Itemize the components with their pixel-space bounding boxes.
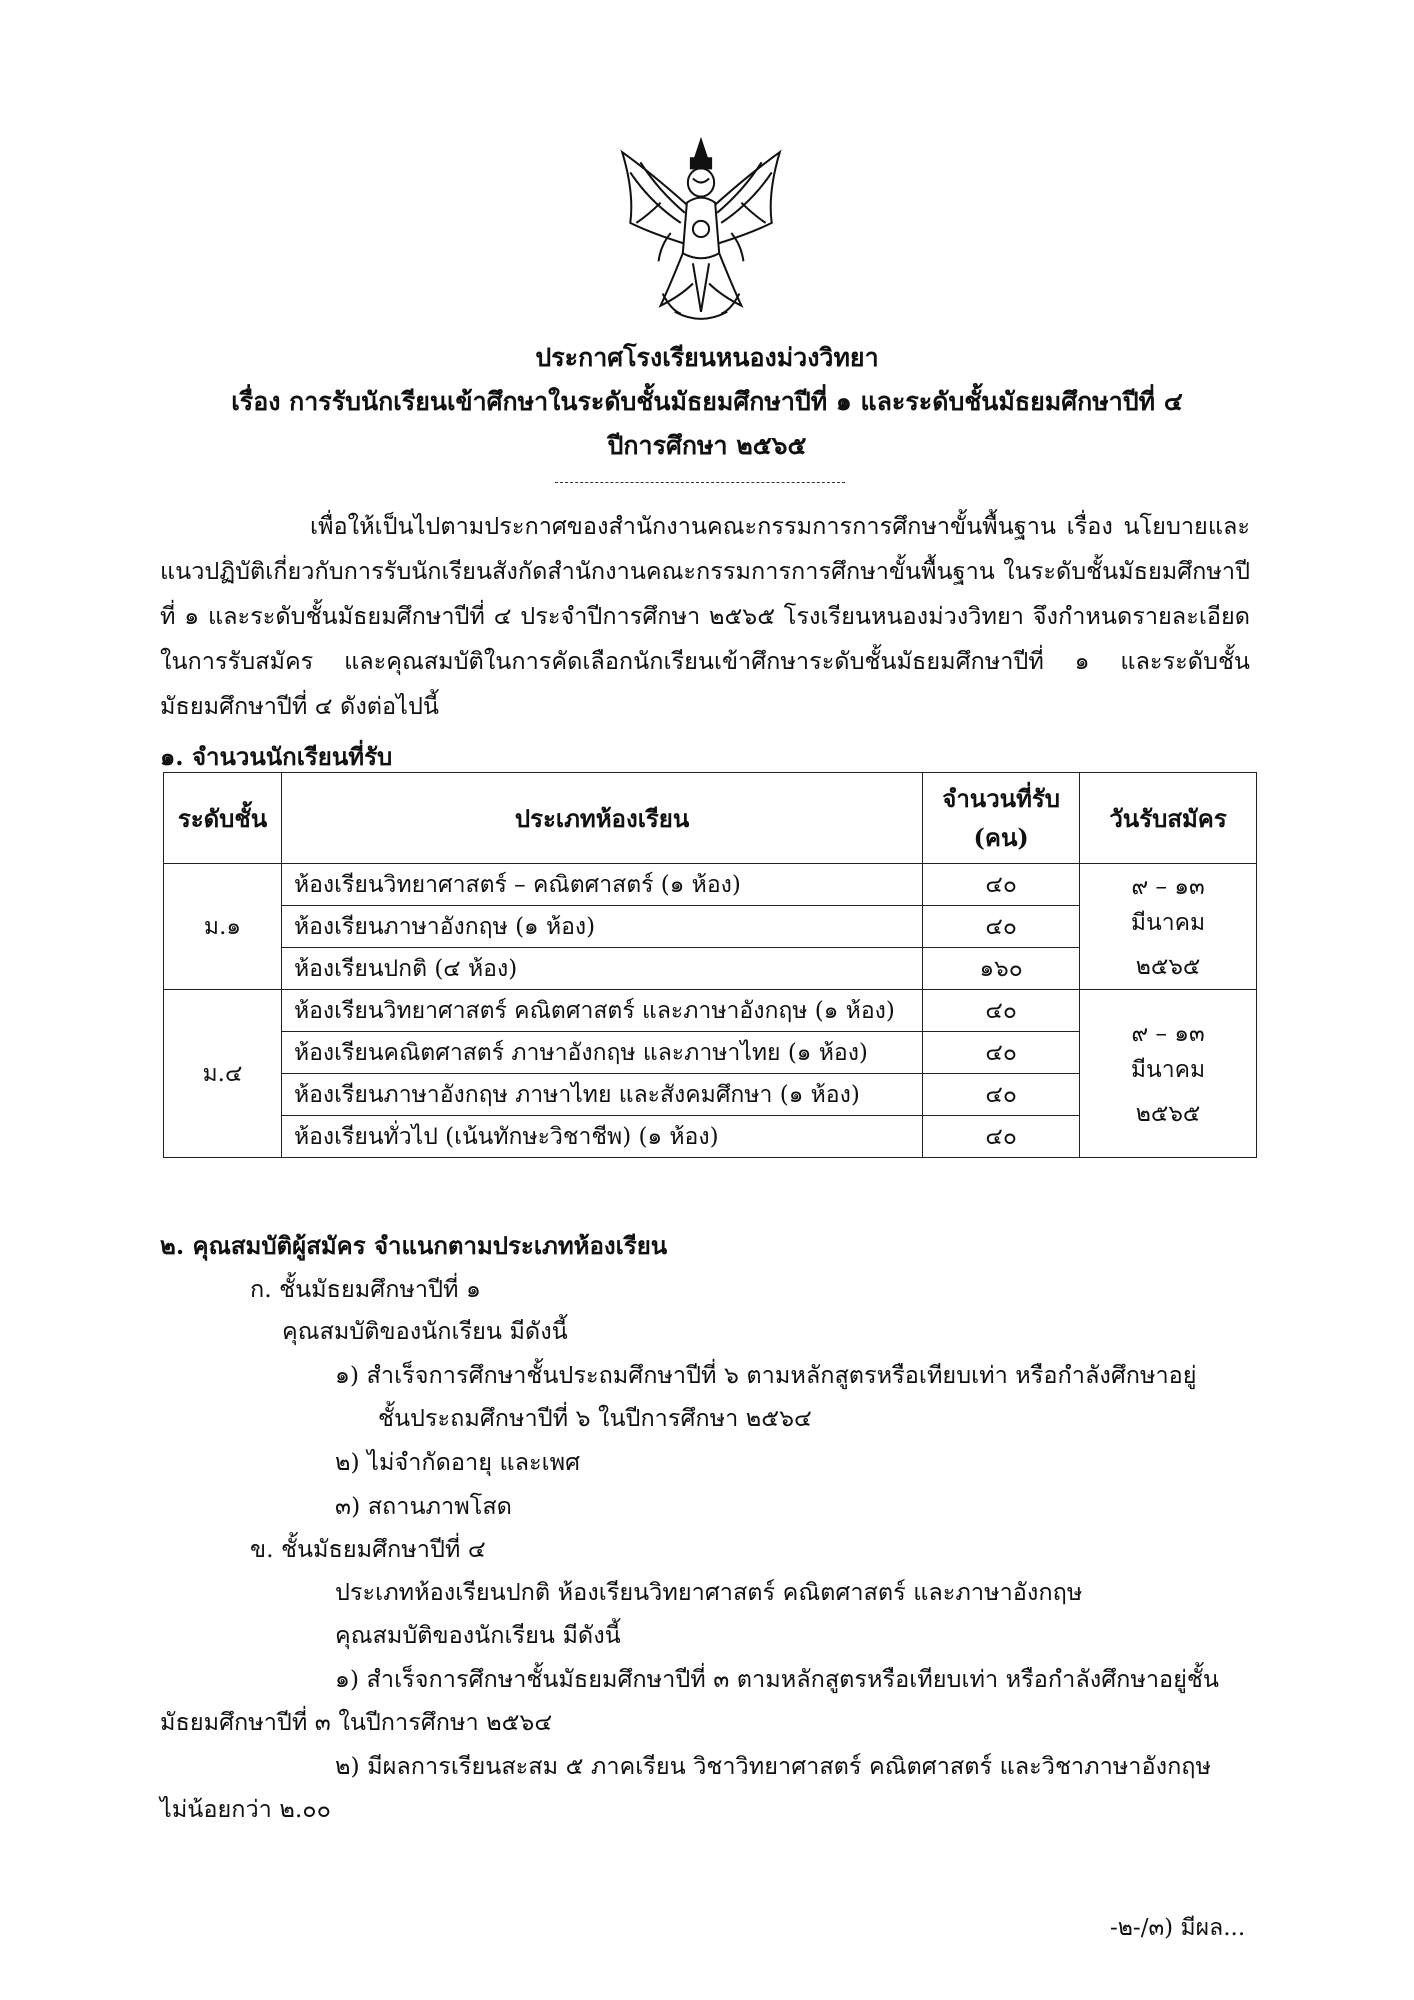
count-cell: ๔๐ xyxy=(923,906,1080,948)
room-type-cell: ห้องเรียนภาษาอังกฤษ (๑ ห้อง) xyxy=(281,906,922,948)
academic-year: ปีการศึกษา ๒๕๖๕ xyxy=(607,431,807,460)
table-header-row xyxy=(164,773,1257,864)
count-cell: ๔๐ xyxy=(923,990,1080,1032)
garuda-emblem xyxy=(600,132,802,334)
grade1-intro: คุณสมบัติของนักเรียน มีดังนี้ xyxy=(282,1317,568,1345)
header-level: ระดับชั้น xyxy=(164,773,282,864)
room-type-cell: ห้องเรียนคณิตศาสตร์ ภาษาอังกฤษ และภาษาไทย (๑ ห้อง) xyxy=(281,1032,922,1074)
level-cell: ม.๔ xyxy=(164,990,282,1158)
count-cell: ๔๐ xyxy=(923,864,1080,906)
grade4-item2-cont: ไม่น้อยกว่า ๒.๐๐ xyxy=(160,1795,331,1823)
date-line: ๙ – ๑๓ มีนาคม xyxy=(1130,1020,1206,1083)
room-type-cell: ห้องเรียนวิทยาศาสตร์ คณิตศาสตร์ และภาษาอังกฤษ (๑ ห้อง) xyxy=(281,990,922,1032)
count-cell: ๔๐ xyxy=(923,1116,1080,1158)
grade1-item1-cont: ชั้นประถมศึกษาปีที่ ๖ ในปีการศึกษา ๒๕๖๔ xyxy=(378,1404,812,1432)
enrollment-table xyxy=(163,772,1257,1158)
room-type-cell: ห้องเรียนวิทยาศาสตร์ – คณิตศาสตร์ (๑ ห้อง) xyxy=(281,864,922,906)
room-type-cell: ห้องเรียนทั่วไป (เน้นทักษะวิชาชีพ) (๑ ห้อง) xyxy=(281,1116,922,1158)
header-count: จำนวนที่รับ (คน) xyxy=(923,773,1080,864)
intro-text: เพื่อให้เป็นไปตามประกาศของสำนักงานคณะกรรมการการศึกษาขั้นพื้นฐาน เรื่อง นโยบายและแนวปฏิบัติเกี่ยวกับการรับนักเรียนสังกัดสำนักงานคณะกรรมการการศึกษาขั้นพื้นฐาน ในระดับชั้นมัธยมศึกษาปีที่ ๑ และระดับชั้นมัธยมศึกษาปีที่ ๔ ประจำปีการศึกษา ๒๕๖๕ โรงเรียนหนองม่วงวิทยา จึงกำหนดรายละเอียดในการรับสมัคร และคุณสมบัติในการคัดเลือกนักเรียนเข้าศึกษาระดับชั้นมัธยมศึกษาปีที่ ๑ และระดับชั้นมัธยมศึกษาปีที่ ๔ ดังต่อไปนี้ xyxy=(160,512,1250,720)
grade4-item1-cont: มัธยมศึกษาปีที่ ๓ ในปีการศึกษา ๒๕๖๔ xyxy=(160,1708,553,1736)
count-cell: ๔๐ xyxy=(923,1074,1080,1116)
grade1-item3: ๓) สถานภาพโสด xyxy=(335,1492,512,1520)
table-row xyxy=(164,990,1257,1032)
grade4-type-line: ประเภทห้องเรียนปกติ ห้องเรียนวิทยาศาสตร์ คณิตศาสตร์ และภาษาอังกฤษ xyxy=(335,1578,1083,1606)
page-continuation: -๒-/๓) มีผล... xyxy=(1110,1915,1246,1941)
grade1-item1: ๑) สำเร็จการศึกษาชั้นประถมศึกษาปีที่ ๖ ตามหลักสูตรหรือเทียบเท่า หรือกำลังศึกษาอยู่ xyxy=(335,1361,1197,1389)
section2-heading: ๒. คุณสมบัติผู้สมัคร จำแนกตามประเภทห้องเรียน xyxy=(160,1231,668,1260)
grade1-title: ก. ชั้นมัธยมศึกษาปีที่ ๑ xyxy=(250,1275,481,1303)
table-row xyxy=(164,864,1257,906)
header-room-type: ประเภทห้องเรียน xyxy=(281,773,922,864)
date-line: ๙ – ๑๓ มีนาคม xyxy=(1130,873,1206,936)
count-cell: ๑๖๐ xyxy=(923,948,1080,990)
separator-line xyxy=(555,482,845,483)
room-type-cell: ห้องเรียนภาษาอังกฤษ ภาษาไทย และสังคมศึกษา (๑ ห้อง) xyxy=(281,1074,922,1116)
section1-heading: ๑. จำนวนนักเรียนที่รับ xyxy=(160,742,393,771)
room-type-cell: ห้องเรียนปกติ (๔ ห้อง) xyxy=(281,948,922,990)
intro-paragraph xyxy=(160,504,1250,729)
grade4-intro: คุณสมบัติของนักเรียน มีดังนี้ xyxy=(335,1621,621,1649)
date-cell xyxy=(1080,864,1257,990)
grade4-item2: ๒) มีผลการเรียนสะสม ๕ ภาคเรียน วิชาวิทยาศาสตร์ คณิตศาสตร์ และวิชาภาษาอังกฤษ xyxy=(335,1752,1212,1780)
announcement-title: ประกาศโรงเรียนหนองม่วงวิทยา xyxy=(535,343,879,372)
announcement-subject: เรื่อง การรับนักเรียนเข้าศึกษาในระดับชั้นมัธยมศึกษาปีที่ ๑ และระดับชั้นมัธยมศึกษาปีที่ ๔ xyxy=(231,387,1183,416)
date-year: ๒๕๖๕ xyxy=(1135,1100,1201,1127)
header-date: วันรับสมัคร xyxy=(1080,773,1257,864)
grade4-item1: ๑) สำเร็จการศึกษาชั้นมัธยมศึกษาปีที่ ๓ ตามหลักสูตรหรือเทียบเท่า หรือกำลังศึกษาอยู่ชั้น xyxy=(335,1665,1219,1693)
grade4-title: ข. ชั้นมัธยมศึกษาปีที่ ๔ xyxy=(250,1535,486,1563)
date-year: ๒๕๖๕ xyxy=(1135,953,1201,980)
level-cell: ม.๑ xyxy=(164,864,282,990)
count-cell: ๔๐ xyxy=(923,1032,1080,1074)
grade1-item2: ๒) ไม่จำกัดอายุ และเพศ xyxy=(335,1448,581,1476)
date-cell xyxy=(1080,990,1257,1158)
